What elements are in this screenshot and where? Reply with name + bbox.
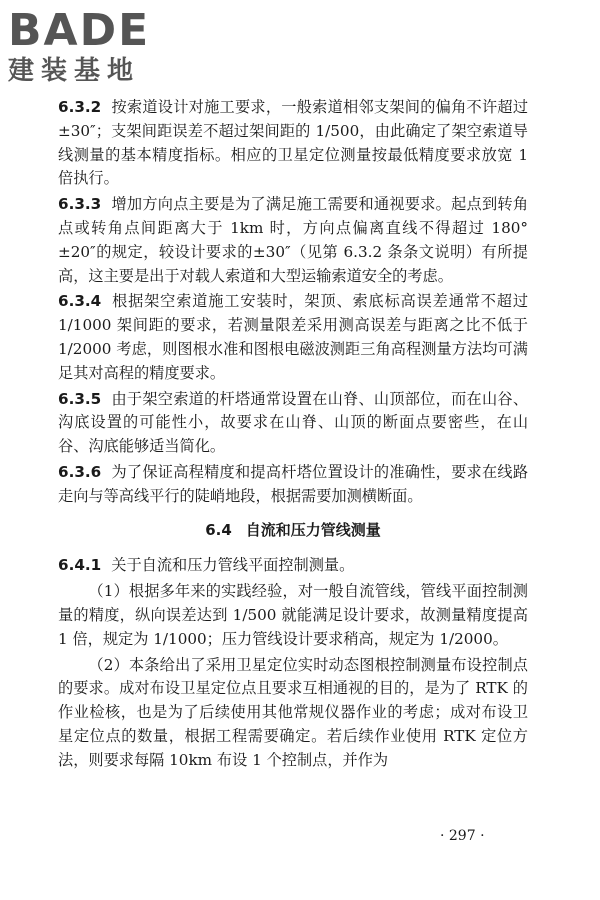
brand-logo [8,6,178,88]
clause-6-3-5 [58,388,528,459]
clause-text: 增加方向点主要是为了满足施工需要和通视要求。起点到转角点或转角点间距离大于 1km 时，方向点偏离直线不得超过 180°±20″的规定，较设计要求的±30″（见第 6.3.2 条条文说明）有所提高，这主要是出于对载人索道和大型运输索道安全的考虑。 [58,195,528,285]
section-heading [58,519,528,543]
clause-number: 6.3.6 [58,462,102,481]
clause-6-3-3 [58,193,528,288]
clause-text: 为了保证高程精度和提高杆塔位置设计的准确性，要求在线路走向与等高线平行的陡峭地段，根据需要加测横断面。 [58,462,528,505]
clause-6-3-4 [58,290,528,385]
clause-text: 根据架空索道施工安装时，架顶、索底标高误差通常不超过 1/1000 架间距的要求，若测量限差采用测高误差与距离之比不低于 1/2000 考虑，则图根水准和图根电磁波测距三角高程测量方法均可满足其对高程的精度要求。 [58,292,528,382]
clause-number: 6.3.3 [58,195,102,214]
clause-6-4-1 [58,554,528,578]
clause-text: 由于架空索道的杆塔通常设置在山脊、山顶部位，而在山谷、沟底设置的可能性小，故要求在山脊、山顶的断面点要密些，在山谷、沟底能够适当简化。 [58,389,528,456]
clause-number: 6.3.2 [58,98,102,116]
clause-number: 6.4.1 [58,556,102,575]
clause-text: 关于自流和压力管线平面控制测量。 [111,556,355,575]
section-heading-number: 6.4 [205,520,232,539]
list-item: （1）根据多年来的实践经验，对一般自流管线，管线平面控制测量的精度，纵向误差达到 1/500 就能满足设计要求，故测量精度提高 1 倍，规定为 1/1000；压力管线设计要求稍高，规定为 1/2000。 [58,582,528,648]
logo-brand: BADE [8,5,151,56]
clause-number: 6.3.4 [58,292,102,311]
list-item: （2）本条给出了采用卫星定位实时动态图根控制测量布设控制点的要求。成对布设卫星定位点且要求互相通视的目的，是为了 RTK 的作业检核，也是为了后续使用其他常规仪器作业的考虑；成对布设卫星定位点的数量，根据工程需要确定。若后续作业使用 RTK 定位方法，则要求每隔 10km 布设 1 个控制点，并作为 [58,655,528,769]
document-body [58,96,528,775]
clause-number: 6.3.5 [58,389,102,408]
page-number: · 297 · [440,828,485,844]
clause-text: 按索道设计对施工要求，一般索道相邻支架间的偏角不许超过±30″；支架间距误差不超过架间距的 1/500，由此确定了架空索道导线测量的基本精度指标。相应的卫星定位测量按最低精度要求放宽 1 倍执行。 [58,98,528,188]
logo-subtitle: 建装基地 [8,56,141,86]
section-heading-title: 自流和压力管线测量 [245,520,381,539]
clause-6-3-2 [58,96,528,191]
clause-6-3-6 [58,461,528,509]
